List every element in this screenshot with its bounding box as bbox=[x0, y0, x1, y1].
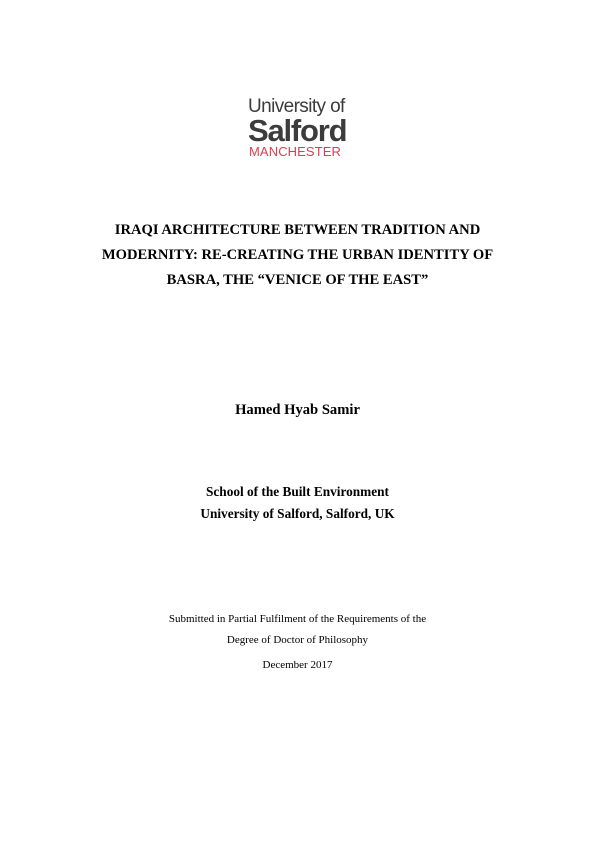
thesis-title-line-1: IRAQI ARCHITECTURE BETWEEN TRADITION AND bbox=[114, 222, 481, 238]
logo-university-of: University of bbox=[248, 96, 345, 117]
university-name: University of Salford, Salford, UK bbox=[200, 506, 395, 521]
university-logo bbox=[248, 96, 358, 164]
institution-block bbox=[0, 481, 595, 525]
logo-manchester: MANCHESTER bbox=[249, 144, 342, 159]
thesis-title bbox=[60, 218, 535, 293]
submission-date: December 2017 bbox=[262, 659, 333, 671]
thesis-title-line-3: BASRA, THE “VENICE OF THE EAST” bbox=[166, 272, 429, 288]
school-name: School of the Built Environment bbox=[206, 484, 389, 499]
author-name: Hamed Hyab Samir bbox=[235, 402, 360, 418]
submission-line-1: Submitted in Partial Fulfilment of the Requirements of the bbox=[168, 613, 427, 625]
thesis-title-line-2: MODERNITY: RE-CREATING THE URBAN IDENTITY OF bbox=[101, 247, 494, 263]
logo-salford: Salford bbox=[248, 113, 347, 148]
submission-line-2: Degree of Doctor of Philosophy bbox=[226, 634, 369, 646]
submission-statement bbox=[0, 609, 595, 651]
